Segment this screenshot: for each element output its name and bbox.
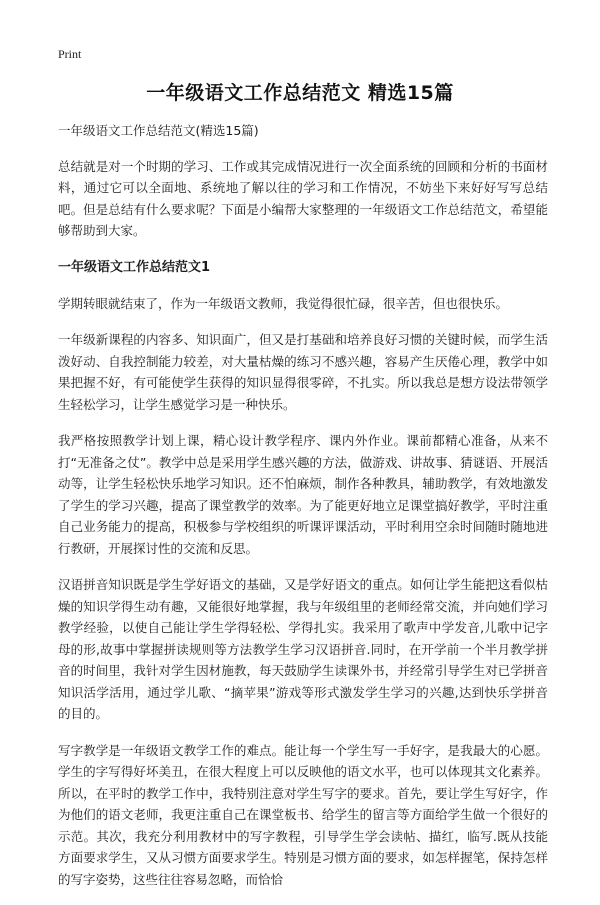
body-paragraph: 学期转眼就结束了，作为一年级语文教师，我觉得很忙碌，很辛苦，但也很快乐。 — [58, 295, 509, 311]
body-paragraph: 汉语拼音知识既是学生学好语文的基础，又是学好语文的重点。如何让学生能把这看似枯燥的知识学得生动有趣，又能很好地掌握，我与年级组里的老师经常交流，并向她们学习教学经验，以使自己能让学生学得轻松、学得扎实。我采用了歌声中学发音,儿歌中记字母的形,故事中掌握拼读规则等方法教学生学习汉语拼音.同时，在开学前一个半月教学拼音的时间里，我针对学生因材施教，每天鼓励学生读课外书，并经常引导学生对已学拼音知识活学活用，通过学儿歌、“摘苹果”游戏等形式激发学生学习的兴趣,达到快乐学拼音的目的。 — [58, 577, 548, 721]
article-subtitle: 一年级语文工作总结范文(精选15篇) — [58, 123, 259, 138]
body-paragraph: 写字教学是一年级语文教学工作的难点。能让每一个学生写一手好字，是我最大的心愿。学生的字写得好坏美丑，在很大程度上可以反映他的语文水平，也可以体现其文化素养。所以，在平时的教学工作中，我特别注意对学生写字的要求。首先，要让学生写好字，作为他们的语文老师，我更注重自己在课堂板书、给学生的留言等方面给学生做一个很好的示范。其次，我充分利用教材中的写字教程，引导学生学会读帖、描红，临写.既从技能方面要求学生，又从习惯方面要求学生。特别是习惯方面的要求，如怎样握笔，保持怎样的写字姿势，这些往往容易忽略，而恰恰 — [58, 742, 548, 887]
print-link[interactable]: Print — [58, 47, 82, 61]
article-body — [58, 120, 548, 905]
body-paragraph: 我严格按照教学计划上课，精心设计教学程序、课内外作业。课前都精心准备，从来不打“无准备之仗”。教学中总是采用学生感兴趣的方法，做游戏、讲故事、猜谜语、开展活动等，让学生轻松快乐地学习知识。还不怕麻烦，制作各种教具，辅助教学，有效地激发了学生的学习兴趣，提高了课堂教学的效率。为了能更好地立足课堂搞好教学，平时注重自己业务能力的提高，积极参与学校组织的听课评课活动，平时利用空余时间随时随地进行教研，开展探讨性的交流和反思。 — [58, 433, 548, 556]
body-paragraph: 一年级新课程的内容多、知识面广，但又是打基础和培养良好习惯的关键时候，而学生活泼好动、自我控制能力较差，对大量枯燥的练习不感兴趣，容易产生厌倦心理，教学中如果把握不好，有可能使学生获得的知识显得很零碎，不扎实。所以我总是想方设法带领学生轻松学习，让学生感觉学习是一种快乐。 — [58, 332, 548, 412]
page-title: 一年级语文工作总结范文 精选15篇 — [146, 82, 454, 104]
section-heading: 一年级语文工作总结范文1 — [58, 259, 211, 275]
intro-paragraph: 总结就是对一个时期的学习、工作或其完成情况进行一次全面系统的回顾和分析的书面材料，通过它可以全面地、系统地了解以往的学习和工作情况，不妨坐下来好好写写总结吧。但是总结有什么要求呢？下面是小编帮大家整理的一年级语文工作总结范文，希望能够帮助到大家。 — [58, 158, 548, 238]
